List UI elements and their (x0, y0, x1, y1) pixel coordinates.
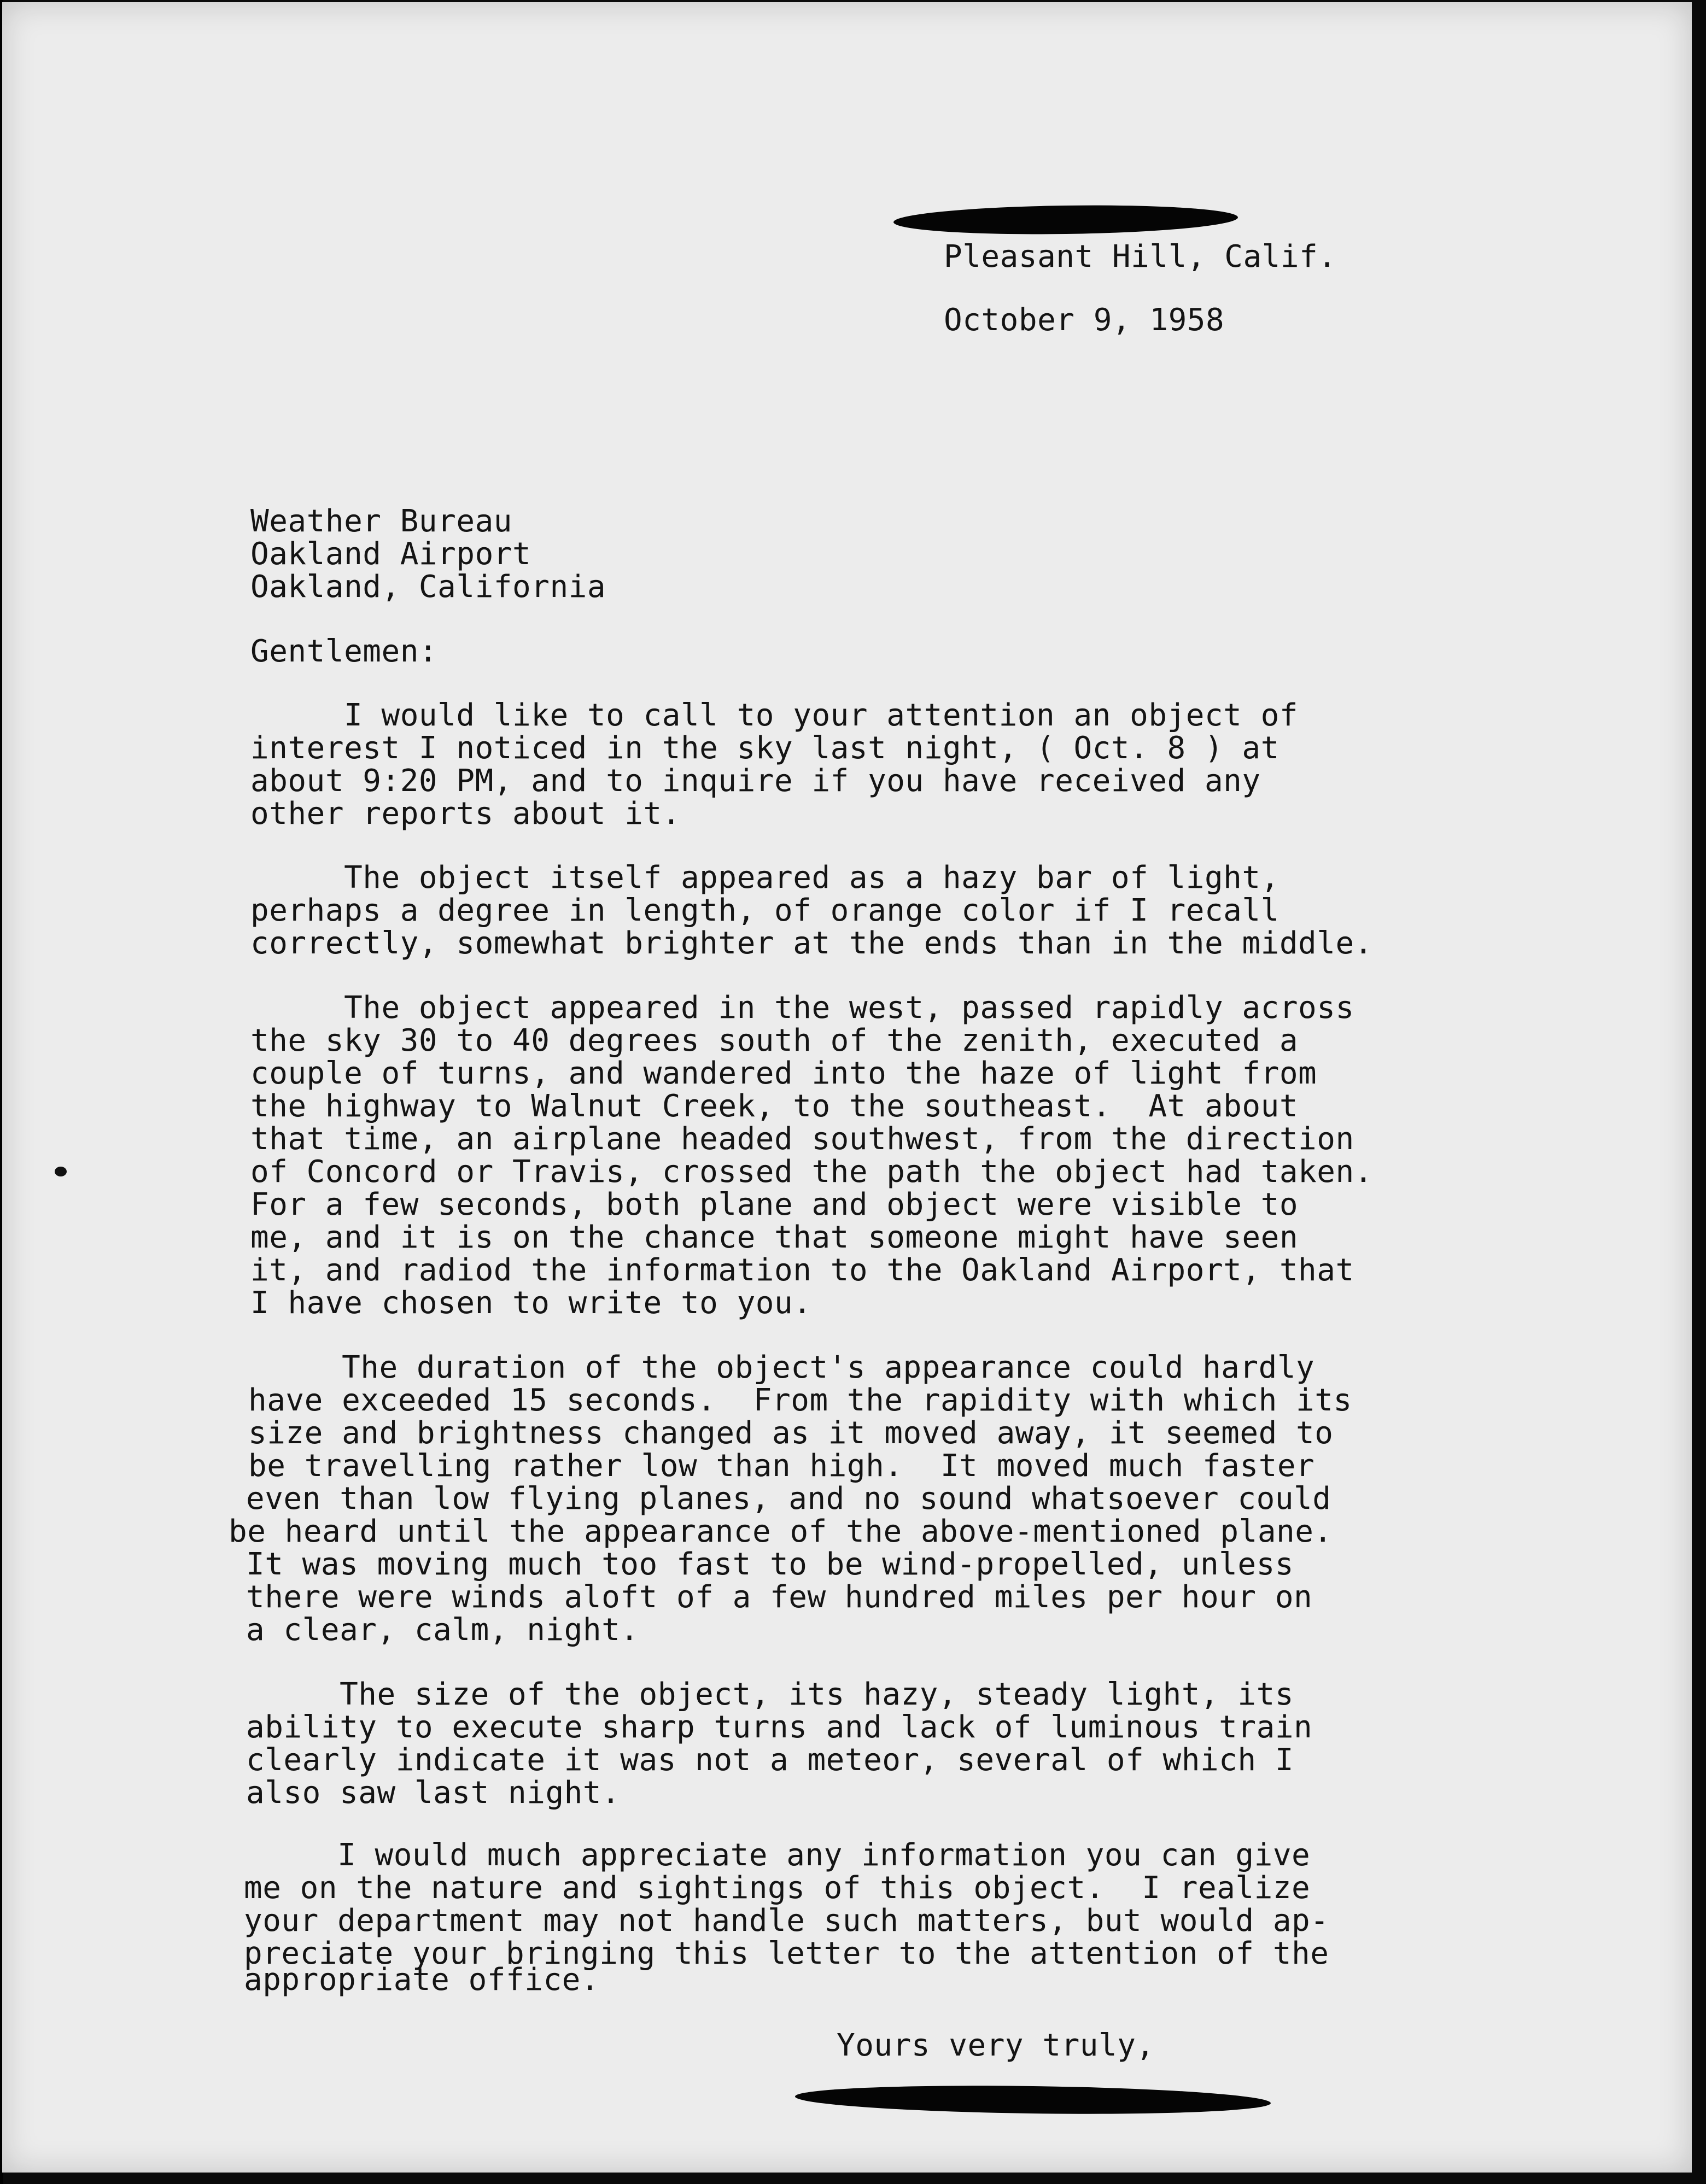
sender-location: Pleasant Hill, Calif. (944, 239, 1337, 274)
paragraph-line: appropriate office. (244, 1962, 600, 1998)
paragraph-line: For a few seconds, both plane and object were visible to (250, 1187, 1299, 1222)
paragraph-line: be travelling rather low than high. It moved much faster (248, 1448, 1315, 1484)
paragraph-line: your department may not handle such matters, but would ap- (244, 1903, 1329, 1939)
paragraph-line: ability to execute sharp turns and lack of luminous train (246, 1709, 1313, 1745)
salutation: Gentlemen: (250, 634, 438, 669)
paragraph-line: there were winds aloft of a few hundred miles per hour on (246, 1579, 1313, 1615)
letter-page (2, 2, 1692, 2173)
recipient-line-3: Oakland, California (250, 569, 606, 605)
paragraph-line: preciate your bringing this letter to the attention of the (244, 1936, 1329, 1971)
paragraph-line: size and brightness changed as it moved away, it seemed to (248, 1415, 1334, 1451)
margin-mark (55, 1167, 67, 1176)
paragraph-line: the sky 30 to 40 degrees south of the zenith, executed a (250, 1023, 1299, 1058)
paragraph-line: couple of turns, and wandered into the haze of light from (250, 1056, 1317, 1091)
paragraph-line: The object appeared in the west, passed rapidly across (250, 990, 1354, 1026)
redaction-bar-signature (795, 2083, 1271, 2117)
paragraph-line: of Concord or Travis, crossed the path the object had taken. (250, 1154, 1373, 1190)
paragraph-line: correctly, somewhat brighter at the ends than in the middle. (250, 926, 1373, 961)
recipient-name: Weather Bureau (250, 503, 513, 539)
paragraph-line: The object itself appeared as a hazy bar of light, (250, 860, 1279, 895)
paragraph-line: The duration of the object's appearance could hardly (248, 1350, 1315, 1385)
closing: Yours very truly, (837, 2028, 1155, 2063)
letter-date: October 9, 1958 (944, 302, 1225, 338)
paragraph-line: the highway to Walnut Creek, to the southeast. At about (250, 1088, 1299, 1124)
paragraph-line: a clear, calm, night. (246, 1612, 639, 1648)
paragraph-line: clearly indicate it was not a meteor, several of which I (246, 1742, 1294, 1778)
paragraph-line: even than low flying planes, and no sound whatsoever could (246, 1481, 1331, 1516)
paragraph-line: perhaps a degree in length, of orange color if I recall (250, 893, 1279, 928)
paragraph-line: The size of the object, its hazy, steady light, its (246, 1677, 1294, 1712)
paragraph-line: me on the nature and sightings of this object. I realize (244, 1870, 1311, 1906)
paragraph-line: it, and radiod the information to the Oakland Airport, that (250, 1252, 1354, 1288)
paragraph-line: be heard until the appearance of the above-mentioned plane. (229, 1514, 1333, 1549)
paragraph-line: also saw last night. (246, 1775, 621, 1811)
paragraph-line: I have chosen to write to you. (250, 1285, 812, 1321)
recipient-line-2: Oakland Airport (250, 536, 531, 572)
paragraph-line: It was moving much too fast to be wind-propelled, unless (246, 1547, 1294, 1582)
paragraph-line: interest I noticed in the sky last night, ( Oct. 8 ) at (250, 730, 1279, 766)
paragraph-line: I would like to call to your attention an object of (250, 698, 1299, 733)
paragraph-line: that time, an airplane headed southwest, from the direction (250, 1121, 1354, 1157)
paragraph-line: me, and it is on the chance that someone might have seen (250, 1220, 1299, 1255)
paragraph-line: about 9:20 PM, and to inquire if you have received any (250, 763, 1261, 799)
paragraph-line: I would much appreciate any information you can give (244, 1837, 1311, 1873)
paragraph-line: have exceeded 15 seconds. From the rapidity with which its (248, 1383, 1352, 1418)
redaction-bar-top (893, 203, 1238, 237)
paragraph-line: other reports about it. (250, 796, 681, 832)
